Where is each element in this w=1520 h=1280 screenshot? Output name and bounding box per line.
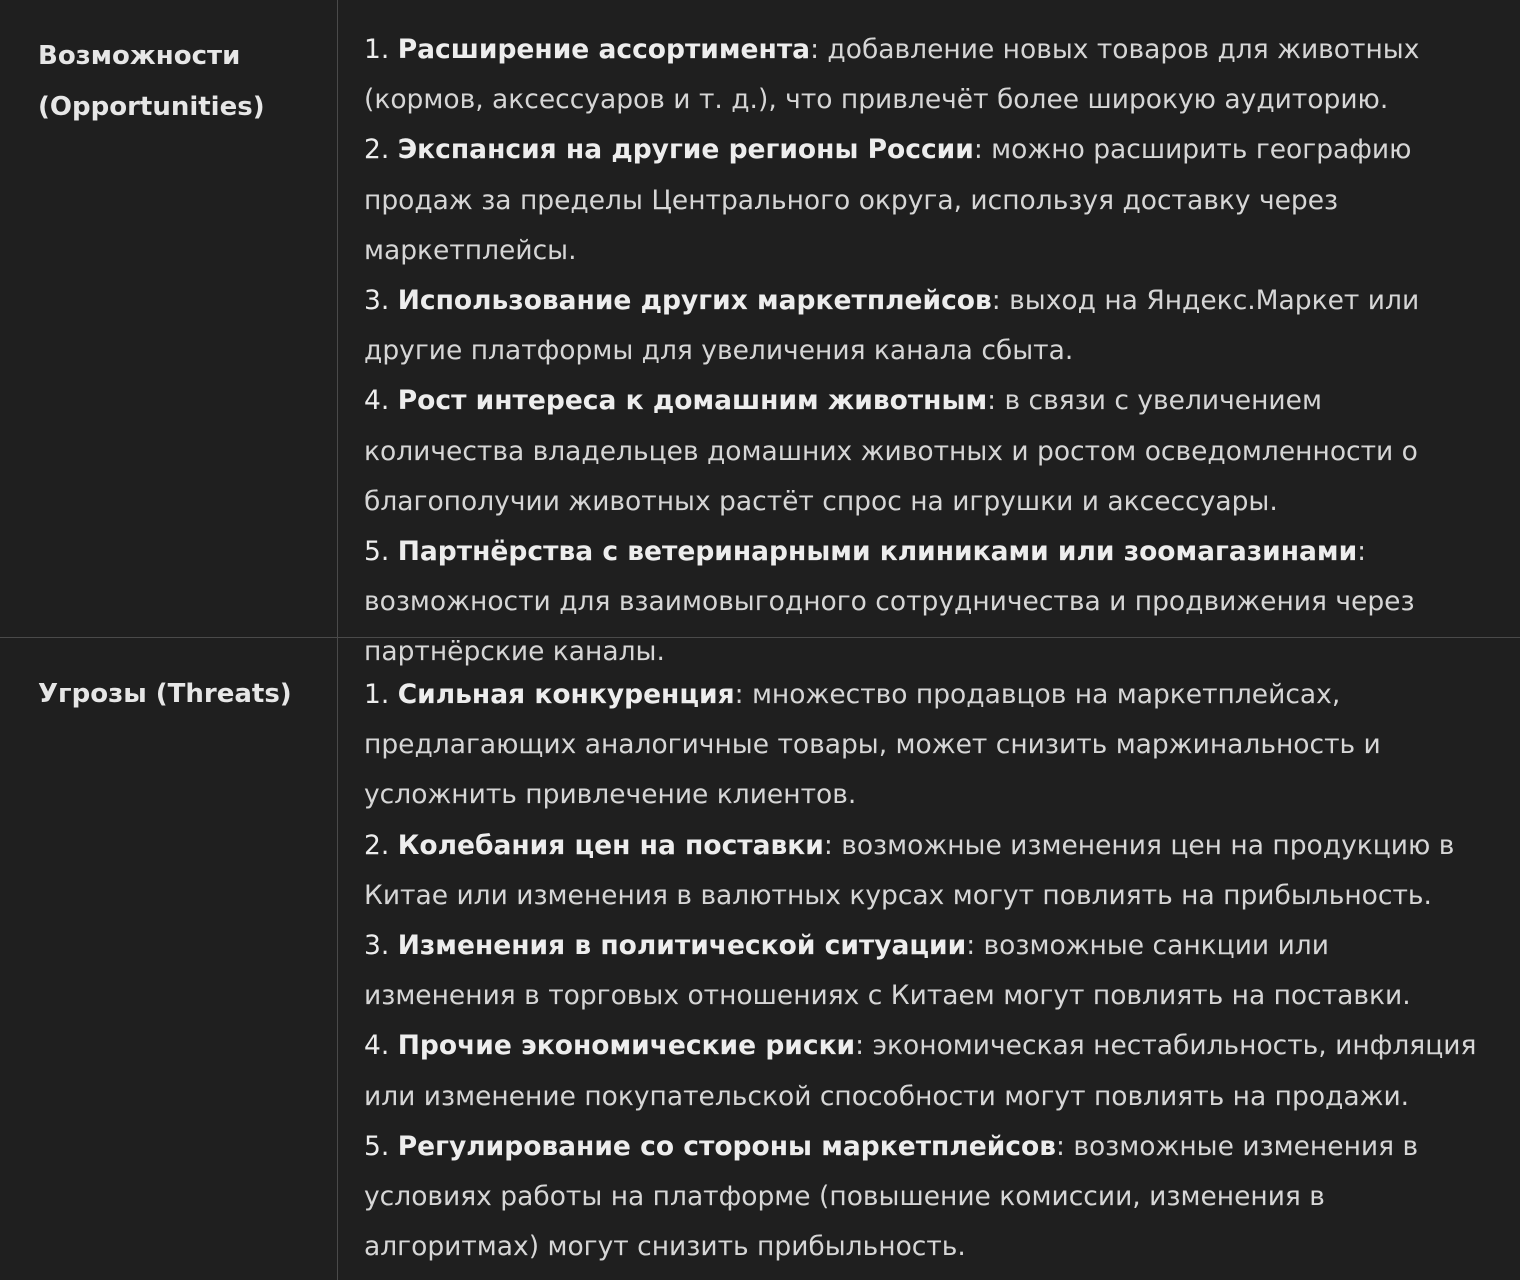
threats-heading: Угрозы (Threats) — [0, 638, 338, 1280]
item-title: Изменения в политической ситуации — [397, 930, 967, 962]
threats-list — [338, 638, 1520, 1280]
item-number: 1. — [364, 679, 390, 710]
list-item — [364, 125, 1480, 276]
item-text: : добавление новых товаров для животных (кормов, аксессуаров и т. д.), что привлечёт более широкую аудиторию. — [364, 34, 1420, 116]
item-text: : можно расширить географию продаж за пределы Центрального округа, используя доставку через маркетплейсы. — [364, 134, 1412, 266]
item-text: : в связи с увеличением количества владельцев домашних животных и ростом осведомленности о благополучии животных растёт спрос на игрушки и аксессуары. — [364, 385, 1418, 517]
item-number: 4. — [364, 1030, 390, 1062]
list-item — [364, 276, 1480, 376]
item-title: Сильная конкуренция — [397, 679, 735, 710]
list-item — [364, 921, 1480, 1021]
item-title: Рост интереса к домашним животным — [397, 385, 988, 417]
item-number: 2. — [364, 829, 390, 861]
threats-row — [0, 638, 1520, 1280]
list-item — [364, 821, 1480, 921]
item-text: : выход на Яндекс.Маркет или другие платформы для увеличения канала сбыта. — [364, 285, 1420, 367]
item-text: : возможные изменения в условиях работы на платформе (повышение комиссии, изменения в алгоритмах) могут снизить прибыльность. — [364, 1130, 1419, 1263]
item-number: 3. — [364, 930, 390, 962]
item-number: 1. — [364, 34, 390, 65]
list-item — [364, 1021, 1480, 1121]
item-text: : множество продавцов на маркетплейсах, предлагающих аналогичные товары, может снизить маржинальность и усложнить привлечение клиентов. — [364, 679, 1381, 811]
item-number: 5. — [364, 536, 390, 568]
list-item — [364, 1122, 1480, 1273]
item-text: : возможные изменения цен на продукцию в Китае или изменения в валютных курсах могут повлиять на прибыльность. — [364, 829, 1455, 911]
list-item — [364, 25, 1480, 125]
item-number: 2. — [364, 134, 390, 166]
item-title: Колебания цен на поставки — [397, 829, 824, 861]
item-number: 5. — [364, 1130, 390, 1162]
item-title: Экспансия на другие регионы России — [397, 134, 974, 166]
item-title: Прочие экономические риски — [397, 1030, 856, 1062]
item-number: 4. — [364, 385, 390, 417]
item-text: : возможности для взаимовыгодного сотрудничества и продвижения через партнёрские каналы. — [364, 536, 1415, 668]
item-text: : экономическая нестабильность, инфляция или изменение покупательской способности могут повлиять на продажи. — [364, 1030, 1477, 1112]
list-item — [364, 670, 1480, 821]
item-title: Партнёрства с ветеринарными клиниками или зоомагазинами — [397, 536, 1358, 568]
item-title: Расширение ассортимента — [397, 34, 811, 65]
opportunities-list — [338, 0, 1520, 668]
item-number: 3. — [364, 285, 390, 317]
list-item — [364, 376, 1480, 527]
item-title: Регулирование со стороны маркетплейсов — [397, 1130, 1056, 1162]
item-text: : возможные санкции или изменения в торговых отношениях с Китаем могут повлиять на поставки. — [364, 930, 1411, 1012]
item-title: Использование других маркетплейсов — [397, 285, 992, 317]
opportunities-heading: Возможности (Opportunities) — [0, 0, 338, 637]
